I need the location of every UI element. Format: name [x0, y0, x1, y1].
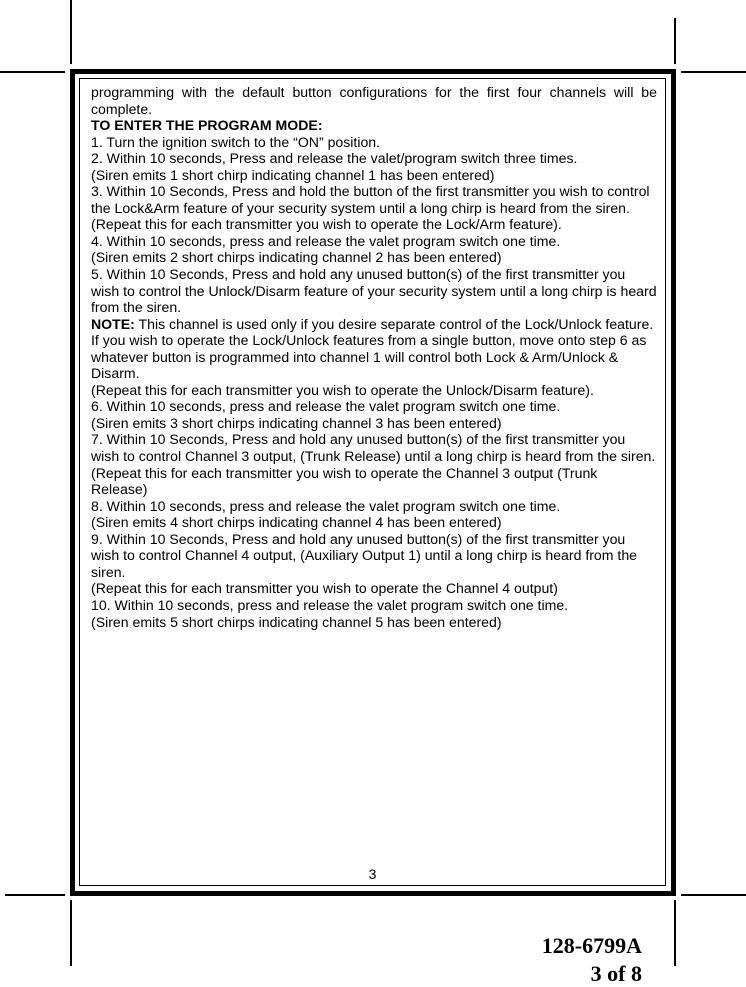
note-paragraph [91, 316, 657, 382]
note-text: This channel is used only if you desire separate control of the Lock/Unlock feature. If you wish to operate the Lock/Unlock features from a single button, move onto step 6 as whatever button is programmed into channel 1 will control both Lock & Arm/Unlock & Disarm. [91, 315, 654, 382]
instructions-body [91, 84, 657, 630]
page-number: 3 [368, 866, 377, 882]
siren-line: (Siren emits 3 short chirps indicating channel 3 has been entered) [91, 414, 502, 431]
crop-mark-bottom-right [674, 900, 676, 966]
repeat-line: (Repeat this for each transmitter you wish to operate the Channel 4 output) [91, 580, 558, 597]
crop-mark-right-bottom [681, 894, 746, 896]
siren-line: (Siren emits 4 short chirps indicating channel 4 has been entered) [91, 514, 502, 531]
crop-mark-left-top [0, 71, 65, 73]
step-line: 3. Within 10 Seconds, Press and hold the button of the first transmitter you wish to control the Lock&Arm feature of your security system until a long chirp is heard from the siren. [91, 183, 650, 216]
program-mode-heading: TO ENTER THE PROGRAM MODE: [91, 117, 323, 134]
step-line: 10. Within 10 seconds, press and release the valet program switch one time. [91, 596, 569, 613]
step-line: 7. Within 10 Seconds, Press and hold any unused button(s) of the first transmitter you wish to control Channel 3 output, (Trunk Release) until a long chirp is heard from the siren. [91, 431, 656, 465]
document-page-count: 3 of 8 [590, 961, 642, 986]
siren-line: (Siren emits 2 short chirps indicating channel 2 has been entered) [91, 249, 502, 266]
crop-mark-bottom-left [70, 900, 72, 966]
document-code: 128-6799A [541, 933, 642, 958]
step-line: 5. Within 10 Seconds, Press and hold any unused button(s) of the first transmitter you wish to control the Unlock/Disarm feature of your security system until a long chirp is heard from the siren. [91, 266, 657, 316]
step-line: 1. Turn the ignition switch to the “ON” position. [91, 133, 381, 150]
crop-mark-left-bottom [5, 894, 65, 896]
siren-line: (Siren emits 1 short chirp indicating channel 1 has been entered) [91, 166, 495, 183]
note-label: NOTE: [91, 315, 135, 332]
step-line: 4. Within 10 seconds, press and release the valet program switch one time. [91, 232, 561, 249]
siren-line: (Siren emits 5 short chirps indicating channel 5 has been entered) [91, 613, 502, 630]
step-line: 6. Within 10 seconds, press and release the valet program switch one time. [91, 398, 561, 415]
intro-paragraph: programming with the default button configurations for the first four channels will be complete. [91, 84, 657, 117]
repeat-line: (Repeat this for each transmitter you wish to operate the Unlock/Disarm feature). [91, 381, 594, 398]
crop-mark-top-left [70, 0, 72, 64]
crop-mark-top-right [674, 18, 676, 64]
step-line: 2. Within 10 seconds, Press and release the valet/program switch three times. [91, 150, 578, 167]
step-line: 8. Within 10 seconds, press and release the valet program switch one time. [91, 497, 561, 514]
step-line: 9. Within 10 Seconds, Press and hold any unused button(s) of the first transmitter you wish to control Channel 4 output, (Auxiliary Output 1) until a long chirp is heard from the siren. [91, 530, 638, 580]
crop-mark-right-top [681, 71, 746, 73]
repeat-line: (Repeat this for each transmitter you wish to operate the Lock/Arm feature). [91, 216, 562, 233]
repeat-line: (Repeat this for each transmitter you wish to operate the Channel 3 output (Trunk Release) [91, 464, 598, 498]
